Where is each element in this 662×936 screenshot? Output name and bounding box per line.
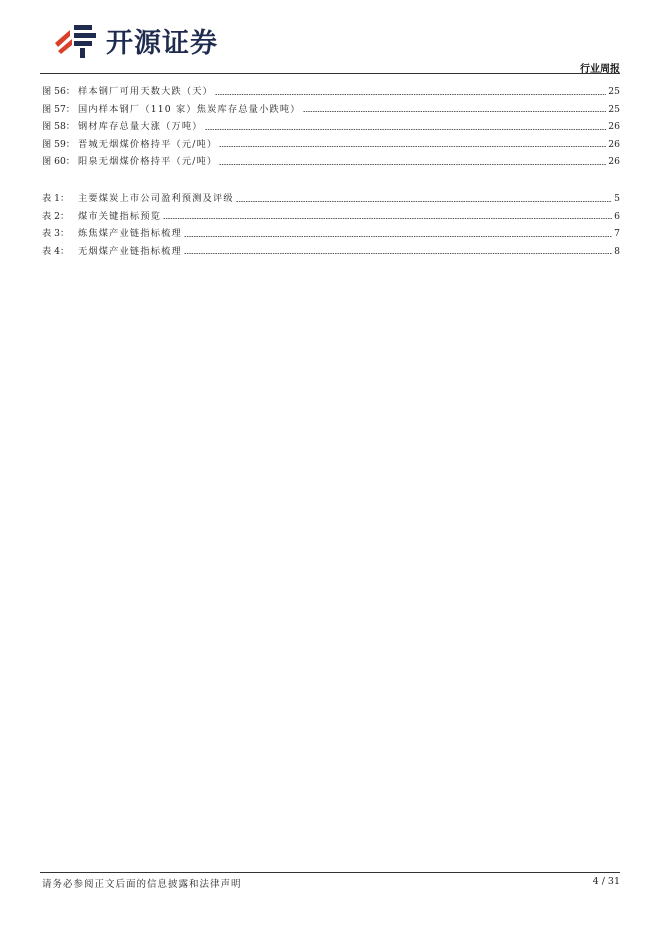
toc-entry-page: 5	[614, 193, 620, 204]
toc-entry[interactable]	[42, 136, 620, 154]
toc-leader-dots	[219, 146, 606, 147]
report-type-label: 行业周报	[580, 64, 620, 75]
toc-entry-title: 晋城无烟煤价格持平（元/吨）	[78, 138, 218, 150]
toc-entry-page: 7	[614, 228, 620, 239]
toc-entry-number: 表 1：	[42, 193, 70, 204]
tables-toc	[42, 190, 620, 260]
toc-entry-title: 炼焦煤产业链指标梳理	[78, 228, 182, 239]
toc-leader-dots	[215, 94, 606, 95]
toc-entry[interactable]	[42, 83, 620, 101]
toc-entry[interactable]	[42, 190, 620, 208]
toc-entry-title: 国内样本钢厂（110 家）焦炭库存总量小跌吨）	[78, 103, 301, 115]
toc-leader-dots	[163, 218, 612, 219]
toc-entry-title: 阳泉无烟煤价格持平（元/吨）	[78, 156, 218, 167]
toc-entry-title: 煤市关键指标预览	[78, 210, 162, 222]
toc-entry-number: 表 3：	[42, 228, 70, 239]
footer-divider	[40, 872, 620, 873]
toc-entry-page: 26	[608, 156, 620, 167]
toc-entry-page: 8	[614, 245, 620, 257]
toc-entry-number: 表 2：	[42, 210, 70, 222]
brand-mark-icon	[52, 21, 100, 59]
brand-name: 开源证券	[106, 27, 218, 59]
footer-disclaimer: 请务必参阅正文后面的信息披露和法律声明	[42, 879, 242, 890]
toc-entry-page: 6	[614, 210, 620, 222]
toc-leader-dots	[184, 236, 612, 237]
figures-toc	[42, 83, 620, 171]
toc-entry[interactable]	[42, 118, 620, 136]
toc-entry-title: 主要煤炭上市公司盈利预测及评级	[78, 193, 234, 204]
toc-entry[interactable]	[42, 208, 620, 226]
brand-logo	[52, 20, 218, 60]
toc-leader-dots	[303, 111, 607, 112]
toc-entry-page: 26	[608, 138, 620, 150]
toc-entry-number: 图 60：	[42, 156, 75, 167]
toc-leader-dots	[205, 129, 607, 130]
toc-leader-dots	[236, 201, 612, 202]
toc-entry[interactable]	[42, 243, 620, 261]
toc-entry-number: 表 4：	[42, 245, 70, 257]
toc-entry[interactable]	[42, 225, 620, 243]
page-number: 4 / 31	[592, 876, 620, 887]
toc-entry-number: 图 59：	[42, 138, 75, 150]
toc-entry-title: 无烟煤产业链指标梳理	[78, 245, 182, 257]
toc-entry[interactable]	[42, 153, 620, 171]
toc-entry-title: 样本钢厂可用天数大跌（天）	[78, 86, 214, 97]
toc-entry-number: 图 56：	[42, 86, 75, 97]
toc-entry[interactable]	[42, 101, 620, 119]
toc-entry-page: 25	[608, 86, 620, 97]
toc-entry-page: 25	[608, 103, 620, 115]
toc-entry-title: 钢材库存总量大涨（万吨）	[78, 121, 203, 132]
toc-entry-number: 图 58：	[42, 121, 75, 132]
toc-leader-dots	[219, 164, 606, 165]
toc-entry-page: 26	[608, 121, 620, 132]
toc-leader-dots	[184, 253, 612, 254]
toc-entry-number: 图 57：	[42, 103, 75, 115]
header-divider	[40, 73, 620, 74]
